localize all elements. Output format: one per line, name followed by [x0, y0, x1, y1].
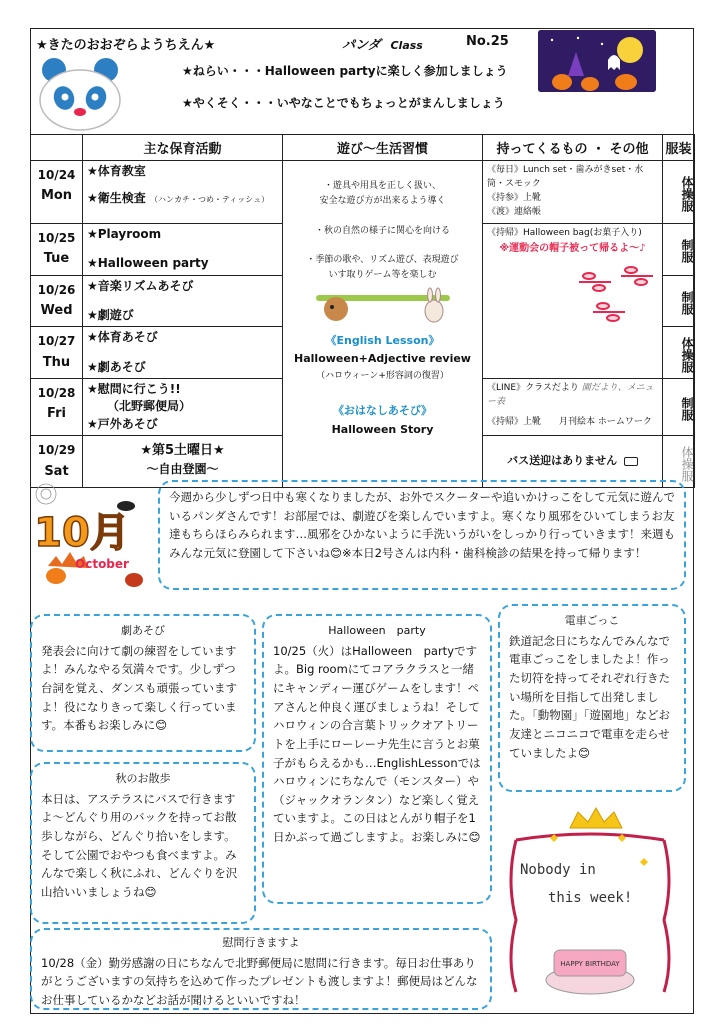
densha-box [498, 604, 686, 792]
aki-title: 秋のお散歩 [115, 772, 171, 785]
attire-cell: 体操服 [663, 436, 695, 487]
halloween-box [262, 614, 492, 904]
densha-text: 鉄道記念日にちなんでみんなで電車ごっこをしましたよ！作った切符を持ってそれぞれ行きたい場所を目指して出発しました。「動物園」「遊園地」などお友達とニコニコで電車を走らせていましたよ😊 [509, 633, 670, 760]
date-cell: 10/28 Fri [31, 379, 83, 436]
header-activities: 主な保育活動 [83, 135, 283, 161]
attire-cell: 制服 [663, 379, 695, 436]
class-label: Class [390, 39, 423, 52]
attire-cell: 体操服 [663, 161, 695, 224]
date-cell: 10/26 Wed [31, 275, 83, 327]
activity-cell: ★第5土曜日★ ～自由登園～ [83, 436, 283, 487]
birthday-frame [494, 800, 686, 1012]
undokai-note: ※運動会の帽子被って帰るよ～♪ [499, 242, 646, 254]
halloween-title: Halloween party [328, 624, 426, 637]
table-row [31, 161, 695, 224]
attire-cell: 制服 [663, 223, 695, 275]
english-lesson-body: Halloween+Adjective review [294, 352, 471, 366]
header-play: 遊び～生活習慣 [283, 135, 483, 161]
play-habits-cell: ・遊具や用具を正しく扱い、 安全な遊び方が出来るよう導く ・秋の自然の様子に関心を向ける ・季節の歌や、リズム遊び、表現遊び いす取りゲーム等を楽しむ 《English Lesson》 Halloween+Adjective review （ハロウィーン+形容詞の復習） 《おはなしあそび》 Halloween Story [283, 161, 483, 488]
halloween-text: 10/25（火）はHalloween partyですよ。Big roomにてコアラクラスと一緒にキャンディー運びゲームをします！ペアさんと仲良く運びましょうね！そしてハロウィンの合言葉トリックオアトリートを上手にローレーナ先生に言うとお菓子がもらえるかも…EnglishLessonではハロウィンにちなんで（モンスター）や（ジャックオランタン）など楽しく覚えていますよ。この日はとんがり帽子を1日かぶって過ごしますよ。お楽しみに😊 [273, 643, 481, 845]
date-cell: 10/24 Mon [31, 161, 83, 224]
activity-cell: ★体育教室 ★衛生検査 （ハンカチ・つめ・ティッシュ） [83, 161, 283, 224]
english-lesson-title: 《English Lesson》 [325, 333, 440, 347]
imon-title: 慰問行きますよ [222, 936, 300, 949]
densha-title: 電車ごっこ [564, 614, 620, 627]
corner-cell [31, 135, 83, 161]
newsletter-header [30, 28, 694, 134]
activity-cell: ★体育あそび ★劇あそび [83, 327, 283, 379]
school-name: ★きたのおおぞらようちえん★ [36, 38, 216, 53]
story-title: 《おはなしあそび》 [332, 404, 433, 418]
bring-cell: 《LINE》クラスだより 園だより、メニュー表 《持帰》上靴 月刊絵本 ホームワーク [483, 379, 663, 436]
promise-text: ★やくそく・・・いやなことでもちょっとがまんしましょう [182, 96, 505, 110]
squirrel-rabbit-icon [308, 287, 458, 325]
geki-box [30, 614, 256, 752]
date-cell: 10/27 Thu [31, 327, 83, 379]
geki-text: 発表会に向けて劇の練習をしていますよ！みんなやる気満々です。少しずつ台詞を覚え、ダンスも頑張っていますよ！役になりきって楽しく行っています。本番もお楽しみに😊 [41, 643, 237, 733]
bus-icon [624, 457, 638, 466]
october-en: October [75, 557, 129, 571]
dragonfly-icon [487, 262, 659, 342]
imon-text: 10/28（金）勤労感謝の日にちなんで北野郵便局に慰問に行きます。毎日お仕事ありがとうございますの気持ちを込めて作ったプレゼントも渡しますよ！郵便局はどんなお仕事しているかなどお話が聞けるといいですね！ [41, 955, 478, 1008]
halloween-illustration-icon [538, 30, 656, 92]
date-cell: 10/25 Tue [31, 223, 83, 275]
panda-icon [34, 56, 126, 132]
bring-cell: 《毎日》Lunch set・歯みがきset・水筒・スモック 《持参》上靴 《渡》連絡帳 [483, 161, 663, 224]
story-body: Halloween Story [331, 423, 434, 437]
header-bring: 持ってくるもの ・ その他 [483, 135, 663, 161]
aki-box [30, 762, 256, 924]
activity-cell: ★Playroom ★Halloween party [83, 223, 283, 275]
class-name: パンダ Class [342, 38, 423, 53]
october-badge-icon [28, 480, 152, 592]
handwritten-note: 園だより、メニュー表 [487, 383, 654, 408]
imon-box [30, 928, 492, 1010]
intro-box [158, 480, 686, 590]
nobody-text: Nobody in this week! [520, 862, 633, 906]
cake-label: HAPPY BIRTHDAY [560, 960, 620, 968]
bring-cell: 《持帰》Halloween bag(お菓子入り) ※運動会の帽子被って帰るよ～♪ [483, 223, 663, 378]
attire-cell: 体操服 [663, 327, 695, 379]
bus-cell: バス送迎はありません [483, 436, 663, 487]
october-number: 10月 [34, 510, 130, 556]
weekly-schedule-table [30, 134, 695, 488]
activity-cell: ★慰問に行こう!! （北野郵便局） ★戸外あそび [83, 379, 283, 436]
aim-text: ★ねらい・・・Halloween partyに楽しく参加しましょう [182, 64, 508, 78]
attire-cell: 制服 [663, 275, 695, 327]
intro-text: 今週から少しずつ日中も寒くなりましたが、お外でスクーターや追いかけっこをして元気に遊んでいるパンダさんです！お部屋では、劇遊びを楽しんでいますよ。寒くなり風邪をひいてしまうお友達もちらほらみられます…風邪をひかないように手洗いうがいをしっかり行っていきます！来週もみんな元気に登園して下さいね😊※本日2号さんは内科・歯科検診の結果を持って帰ります！ [169, 490, 675, 560]
header-attire: 服装 [663, 135, 695, 161]
issue-number: No.25 [466, 34, 509, 49]
date-cell: 10/29 Sat [31, 436, 83, 487]
aki-text: 本日は、アステラスにバスで行きますよ～どんぐり用のバックを持ってお散歩しながら、どんぐり拾いをします。そして公園でおやつも食べますよ。みんなで楽しく秋にふれ、どんぐりを沢山拾いいましょうね😊 [41, 791, 238, 899]
geki-title: 劇あそび [121, 624, 165, 637]
activity-cell: ★音楽リズムあそび ★劇遊び [83, 275, 283, 327]
